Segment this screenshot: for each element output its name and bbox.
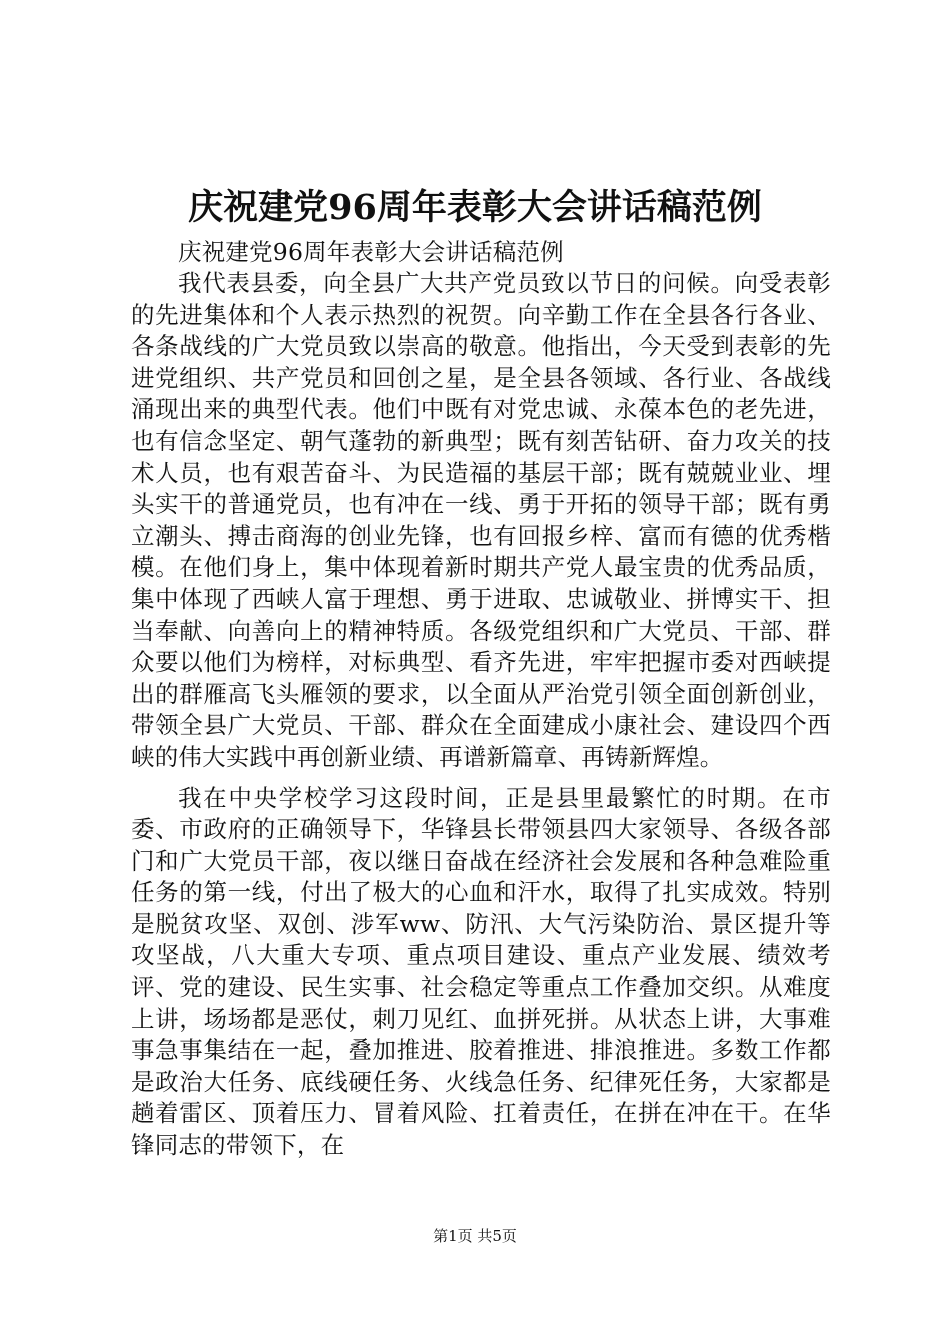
body-paragraph-2: 我在中央学校学习这段时间，正是县里最繁忙的时期。在市委、市政府的正确领导下，华锋县长带领县四大家领导、各级各部门和广大党员干部，夜以继日奋战在经济社会发展和各种急难险重任务的第一线，付出了极大的心血和汗水，取得了扎实成效。特别是脱贫攻坚、双创、涉军ww、防汛、大气污染防治、景区提升等攻坚战，八大重大专项、重点项目建设、重点产业发展、绩效考评、党的建设、民生实事、社会稳定等重点工作叠加交织。从难度上讲，场场都是恶仗，刺刀见红、血拼死拼。从状态上讲，大事难事急事集结在一起，叠加推进、胶着推进、排浪推进。多数工作都是政治大任务、底线硬任务、火线急任务、纪律死任务，大家都是趟着雷区、顶着压力、冒着风险、扛着责任，在拼在冲在干。在华锋同志的带领下，在 [131, 783, 831, 1160]
body-paragraph-1: 我代表县委，向全县广大共产党员致以节日的问候。向受表彰的先进集体和个人表示热烈的祝贺。向辛勤工作在全县各行各业、各条战线的广大党员致以崇高的敬意。他指出，今天受到表彰的先进党组织、共产党员和回创之星，是全县各领域、各行业、各战线涌现出来的典型代表。他们中既有对党忠诚、永葆本色的老先进，也有信念坚定、朝气蓬勃的新典型；既有刻苦钻研、奋力攻关的技术人员，也有艰苦奋斗、为民造福的基层干部；既有兢兢业业、埋头实干的普通党员，也有冲在一线、勇于开拓的领导干部；既有勇立潮头、搏击商海的创业先锋，也有回报乡梓、富而有德的优秀楷模。在他们身上，集中体现着新时期共产党人最宝贵的优秀品质，集中体现了西峡人富于理想、勇于进取、忠诚敬业、拼博实干、担当奉献、向善向上的精神特质。各级党组织和广大党员、干部、群众要以他们为榜样，对标典型、看齐先进，牢牢把握市委对西峡提出的群雁高飞头雁领的要求，以全面从严治党引领全面创新创业，带领全县广大党员、干部、群众在全面建成小康社会、建设四个西峡的伟大实践中再创新业绩、再谱新篇章、再铸新辉煌。 [131, 269, 831, 771]
page-number-footer: 第1页 共5页 [433, 1227, 517, 1245]
document-title: 庆祝建党96周年表彰大会讲话稿范例 [188, 187, 762, 228]
document-subtitle: 庆祝建党96周年表彰大会讲话稿范例 [178, 238, 564, 266]
document-body [131, 237, 831, 1162]
